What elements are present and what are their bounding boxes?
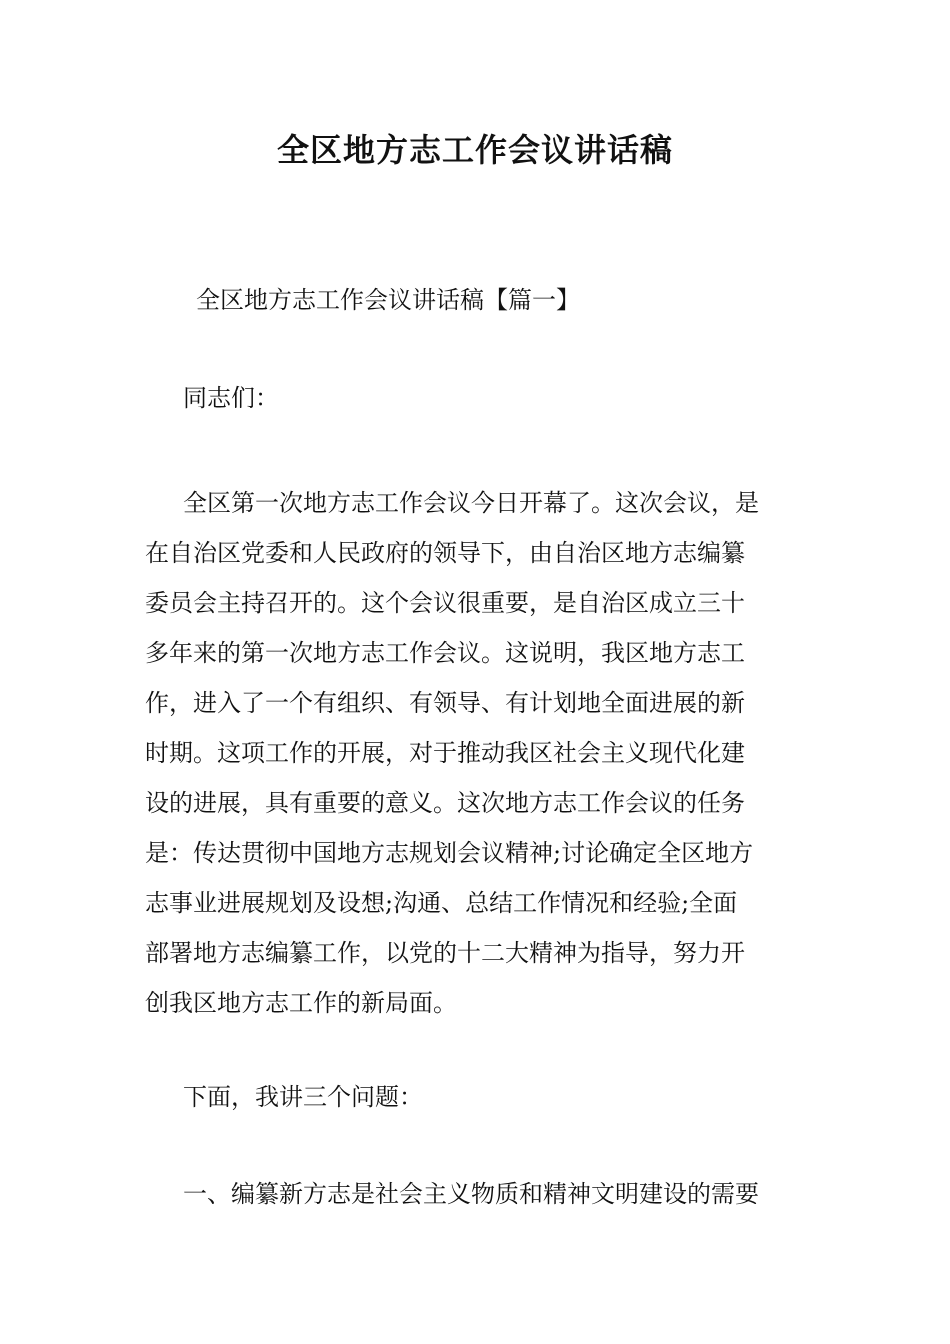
paragraph-line: 创我区地方志工作的新局面。 [145, 989, 457, 1017]
paragraph-line: 在自治区党委和人民政府的领导下，由自治区地方志编纂 [145, 539, 745, 567]
paragraph-line: 时期。这项工作的开展，对于推动我区社会主义现代化建 [145, 739, 745, 767]
paragraph-line: 是：传达贯彻中国地方志规划会议精神;讨论确定全区地方 [145, 839, 754, 867]
paragraph-line: 多年来的第一次地方志工作会议。这说明，我区地方志工 [145, 639, 745, 667]
section-heading: 一、编纂新方志是社会主义物质和精神文明建设的需要 [183, 1180, 759, 1208]
document-title: 全区地方志工作会议讲话稿 [276, 131, 673, 169]
paragraph-line: 志事业进展规划及设想;沟通、总结工作情况和经验;全面 [145, 889, 738, 917]
paragraph-line: 部署地方志编纂工作，以党的十二大精神为指导，努力开 [145, 939, 745, 967]
paragraph-line: 作，进入了一个有组织、有领导、有计划地全面进展的新 [145, 689, 745, 717]
paragraph-line: 设的进展，具有重要的意义。这次地方志工作会议的任务 [145, 789, 745, 817]
main-paragraph [145, 478, 810, 1028]
document-subtitle: 全区地方志工作会议讲话稿【篇一】 [196, 286, 580, 314]
transition-line: 下面，我讲三个问题： [183, 1083, 423, 1111]
greeting-line: 同志们： [183, 384, 279, 412]
paragraph-line: 全区第一次地方志工作会议今日开幕了。这次会议，是 [183, 489, 759, 517]
paragraph-line: 委员会主持召开的。这个会议很重要，是自治区成立三十 [145, 589, 745, 617]
